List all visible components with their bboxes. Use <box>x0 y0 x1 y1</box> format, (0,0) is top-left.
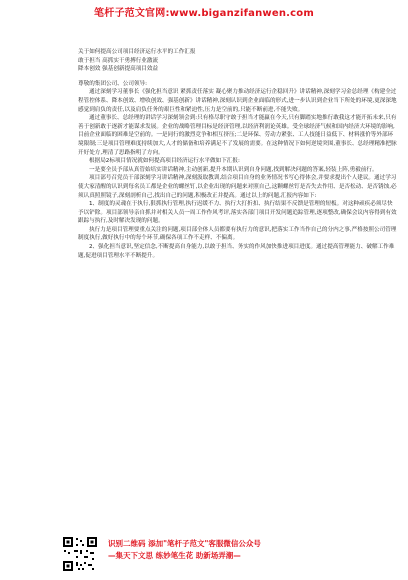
doc-subtitle-line: 降本创效 强基创新提高项目效益 <box>78 66 159 73</box>
footer <box>0 532 408 580</box>
footer-line-2: —集天下文思 练妙笔生花 助新场弄潮— <box>108 551 241 560</box>
paragraph: 根据局2标项目情况就如何提高项目经济运行水平做如下汇报: <box>89 158 240 165</box>
qr-code-icon[interactable] <box>62 536 98 572</box>
footer-text <box>108 538 261 562</box>
paragraph: 1、制度的灵魂在于执行,狠抓执行管理,执行迟缓不力、执行大打折扣、执行结果不反馈是管理的短板。对这种顽疾必须尽快予以铲除。项目部领导亲自抓并对相关人员一周工作作风考评,落实各部门项目开发问题追踪管理,逐项整改,确保会议内容得到有效跟踪与执行,及时解决发现的问题。 <box>78 201 397 225</box>
document-body <box>78 48 398 260</box>
salutation: 尊敬的集团公司、公司领导: <box>78 80 148 87</box>
paragraph: 2、强化担当意识,坚定信念,不断提高自身能力,以敢于担当、务实的作风加快推进项目进度。通过提高管理能力、破解工作难题,促进项目管理水平不断提升。 <box>78 244 395 259</box>
paragraph: 项目部号召党员干部深刻学习讲话精神,深刻汲取教训,结合项目自身的业务情况书写心得体会,并要求提出个人建议。通过学习使大家清醒的认识到每名员工都是企业的螺丝钉,以企业出现的问题来对照自己,这颗螺丝钉是否失去作用、是否松动、是否锈蚀,必须认真照照镜子,深刻剖析自己,找出自己的问题,积极改正并提高。通过以上的问题,汇报内容如下: <box>78 175 397 199</box>
site-banner: 笔杆子范文官网:www.biganzifanwen.com <box>94 8 314 19</box>
footer-line-1: 识别二维码 添加"笔杆子范文"客服微信公众号 <box>108 539 261 548</box>
doc-title-line: 关于如何提高公司项目经济运行水平的工作汇报 <box>78 49 196 55</box>
paragraph: 通过董事长、总经理的讲话学习深刻领会到:只有格尽职守敢于担当才能赢在今天,只有脚踏实地推行敢我这才能开拓未来,只有善于创新敢于逐新才能谋求发展。企业的战略管理目标是经济管理,以经济利润论英雄。受全球经济气候和国内经济大环境的影响,目前企业面临的困难是空前的。一是同行的激烈竞争和相互挤压;二是环保、劳动力紧张、工人技能日益低下、材料涨价等外部环境限制;三是项目管理难度持续加大,人才的储备和培养满足不了发展的需要。在这种情况下如何逆境突围,董事长、总经理精准把脉开好处方,理清了思路指明了方向。 <box>78 115 397 156</box>
paragraph: 执行力是项目管理要重点关注的问题,项目部全体人员都要有执行力的意识,把落实工作当作自己的分内之事,严格按照公司管理制度执行,做好执行中的每个环节,确保各项工作不走样、不偏离。 <box>78 226 397 242</box>
paragraph: 一是要全员予部从真管始培实讲话精神,主动创新,提升本期认识到自身问题,找到解决问题的答案,轻装上阵,勇毅前行。 <box>89 166 378 173</box>
paragraph: 通过深刻学习董事长《强化担当意识 紧抓责任落实 凝心聚力推动经济运行企稳回升》讲话精神,深刻学习金总经理《构建全过程管控体系、降本创效、增收创效、强基创新》讲话精神,深刻认识到企业面临的形式,进一步认识到企业当下所处的环境,更深深地感觉到肩负的责任,以及肩负任务的艰巨性和紧迫性,压力是空前的,只能不断前进,不能失败。 <box>78 89 397 113</box>
doc-subtitle-line: 敢于担当 高抓实干勇搏行业激流 <box>78 57 159 64</box>
